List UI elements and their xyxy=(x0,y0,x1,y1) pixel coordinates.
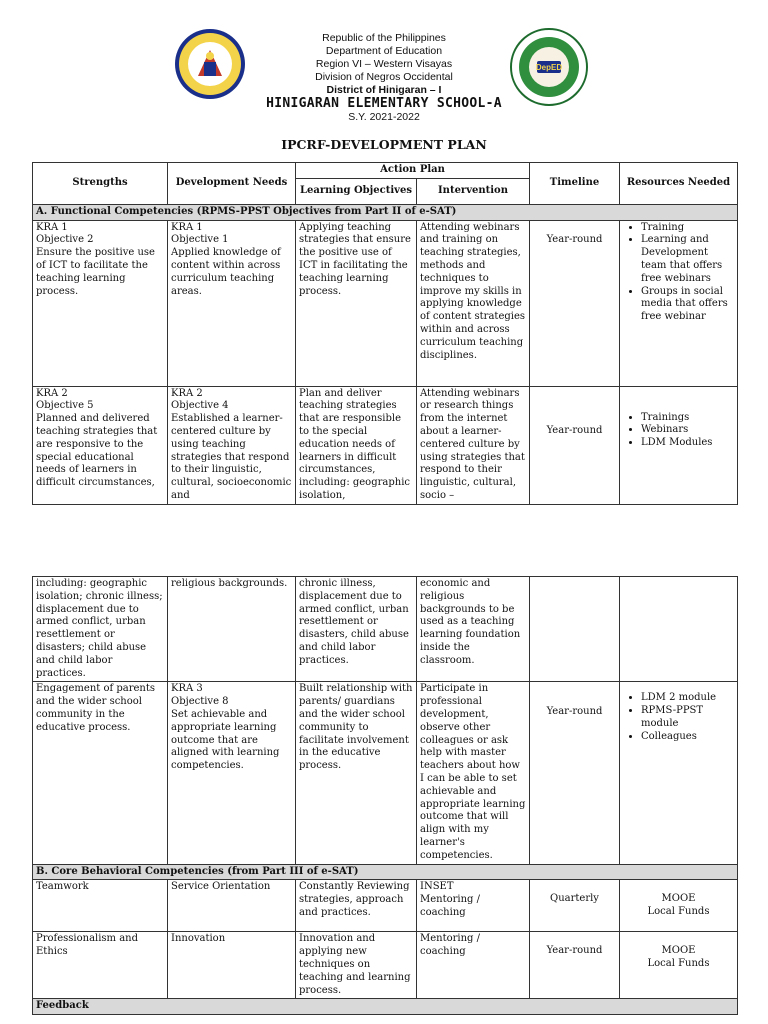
division-seal-center-text: DepED xyxy=(535,63,563,72)
cell-line: KRA 2 xyxy=(171,387,203,399)
objectives-cell: Innovation and applying new techniques on teaching and learning process. xyxy=(296,932,417,999)
table-row xyxy=(33,682,738,864)
cell-line: Applied knowledge of content within across curriculum teaching areas. xyxy=(171,247,281,297)
resources-list xyxy=(623,222,734,324)
strengths-cell xyxy=(33,386,168,504)
development-plan-table xyxy=(32,162,738,505)
table-row xyxy=(33,386,738,504)
intervention-cell: Attending webinars or research things from the internet about a learner-centered culture by using strategies that respond to their linguistic, cultural, socio – xyxy=(417,386,530,504)
cell-line: KRA 1 xyxy=(171,221,203,233)
header-strengths: Strengths xyxy=(33,163,168,205)
header-resources: Resources Needed xyxy=(620,163,738,205)
timeline-cell xyxy=(530,577,620,682)
list-item: • LDM 2 module xyxy=(641,692,734,705)
document-header xyxy=(0,0,768,160)
section-core-behavioral-competencies: B. Core Behavioral Competencies (from Part III of e-SAT) xyxy=(33,864,738,880)
cell-line: Ensure the positive use of ICT to facilitate the teaching learning process. xyxy=(36,247,155,297)
cell-line: MOOE xyxy=(661,893,696,905)
needs-cell: Service Orientation xyxy=(168,880,296,932)
strengths-cell: including: geographic isolation; chronic illness; displacement due to armed conflict, urban resettlement or disasters; child abuse and child labor practices. xyxy=(33,577,168,682)
cell-line: MOOE xyxy=(661,945,696,957)
timeline-cell: Year-round xyxy=(530,682,620,864)
needs-cell: Innovation xyxy=(168,932,296,999)
intervention-cell: Participate in professional development, observe other colleagues or ask help with master teachers about how I can be able to set achievable and appropriate learning outcome that will align with my learner's competencies. xyxy=(417,682,530,864)
school-name: HINIGARAN ELEMENTARY SCHOOL-A xyxy=(266,96,502,111)
header-line: Department of Education xyxy=(325,45,443,57)
feedback-row: Feedback xyxy=(33,999,738,1015)
list-item: • Groups in social media that offers free webinar xyxy=(641,286,734,324)
intervention-cell xyxy=(417,880,530,932)
document-title: IPCRF-DEVELOPMENT PLAN xyxy=(281,137,487,152)
cell-line: Planned and delivered teaching strategies that are responsive to the special educational needs of learners in difficult circumstances, xyxy=(36,413,158,489)
cell-line: Set achievable and appropriate learning outcome that are aligned with learning competencies. xyxy=(171,708,280,772)
resources-cell xyxy=(620,880,738,932)
resources-cell xyxy=(620,220,738,386)
resources-cell xyxy=(620,386,738,504)
header-line: Republic of the Philippines xyxy=(322,32,446,44)
cell-line: Objective 8 xyxy=(171,696,229,708)
strengths-cell: Engagement of parents and the wider school community in the educative process. xyxy=(33,682,168,864)
objectives-cell: Plan and deliver teaching strategies that are responsible to the special education needs of learners in difficult circumstances, including: geographic isolation, xyxy=(296,386,417,504)
cell-line: Objective 4 xyxy=(171,400,229,412)
list-item: • Webinars xyxy=(641,424,734,437)
resources-cell xyxy=(620,932,738,999)
timeline-cell: Quarterly xyxy=(530,880,620,932)
cell-line: Objective 5 xyxy=(36,400,94,412)
objectives-cell: Constantly Reviewing strategies, approach and practices. xyxy=(296,880,417,932)
list-item: • LDM Modules xyxy=(641,437,734,450)
header-timeline: Timeline xyxy=(530,163,620,205)
cell-line: KRA 2 xyxy=(36,387,68,399)
cell-line: KRA 1 xyxy=(36,221,68,233)
objectives-cell: chronic illness, displacement due to armed conflict, urban resettlement or disasters, child abuse and child labor practices. xyxy=(296,577,417,682)
list-item: • Training xyxy=(641,222,734,235)
list-item: • Trainings xyxy=(641,412,734,425)
cell-line: Local Funds xyxy=(647,958,710,970)
resources-list xyxy=(623,412,734,450)
header-development-needs: Development Needs xyxy=(168,163,296,205)
list-item: • Learning and Development team that offers free webinars xyxy=(641,234,734,285)
needs-cell xyxy=(168,682,296,864)
objectives-cell: Built relationship with parents/ guardians and the wider school community to facilitate involvement in the educative process. xyxy=(296,682,417,864)
section-functional-competencies: A. Functional Competencies (RPMS-PPST Objectives from Part II of e-SAT) xyxy=(33,204,738,220)
header-action-plan: Action Plan xyxy=(296,163,530,179)
resources-cell xyxy=(620,682,738,864)
strengths-cell: Teamwork xyxy=(33,880,168,932)
table-row xyxy=(33,577,738,682)
strengths-cell: Professionalism and Ethics xyxy=(33,932,168,999)
header-address xyxy=(0,32,768,97)
resources-list xyxy=(623,692,734,743)
cell-line: Mentoring / coaching xyxy=(420,894,481,918)
cell-line: Local Funds xyxy=(647,906,710,918)
intervention-cell: economic and religious backgrounds to be used as a teaching learning foundation inside the classroom. xyxy=(417,577,530,682)
list-item: • Colleagues xyxy=(641,731,734,744)
needs-cell xyxy=(168,386,296,504)
table-row xyxy=(33,880,738,932)
table-row xyxy=(33,220,738,386)
development-plan-table-continued xyxy=(32,576,738,1015)
cell-line: KRA 3 xyxy=(171,683,203,695)
header-line: Division of Negros Occidental xyxy=(315,71,453,83)
header-district: District of Hinigaran – I xyxy=(326,84,442,96)
cell-line: Established a learner-centered culture by using teaching strategies that respond to their linguistic, cultural, socioeconomic and xyxy=(171,413,292,501)
list-item: • RPMS-PPST module xyxy=(641,705,734,731)
table-row xyxy=(33,932,738,999)
timeline-cell: Year-round xyxy=(530,386,620,504)
header-intervention: Intervention xyxy=(417,178,530,204)
header-line: Region VI – Western Visayas xyxy=(315,58,453,70)
resources-cell xyxy=(620,577,738,682)
timeline-cell: Year-round xyxy=(530,220,620,386)
strengths-cell xyxy=(33,220,168,386)
cell-line: Objective 1 xyxy=(171,234,229,246)
header-learning-objectives: Learning Objectives xyxy=(296,178,417,204)
cell-line: Objective 2 xyxy=(36,234,94,246)
intervention-cell: Attending webinars and training on teaching strategies, methods and techniques to improve my skills in applying knowledge of content strategies within and across curriculum teaching disciplines. xyxy=(417,220,530,386)
timeline-cell: Year-round xyxy=(530,932,620,999)
cell-line: INSET xyxy=(420,881,454,893)
needs-cell: religious backgrounds. xyxy=(168,577,296,682)
needs-cell xyxy=(168,220,296,386)
objectives-cell: Applying teaching strategies that ensure the positive use of ICT in facilitating the teaching learning process. xyxy=(296,220,417,386)
intervention-cell: Mentoring / coaching xyxy=(417,932,530,999)
school-year: S.Y. 2021-2022 xyxy=(348,111,420,123)
